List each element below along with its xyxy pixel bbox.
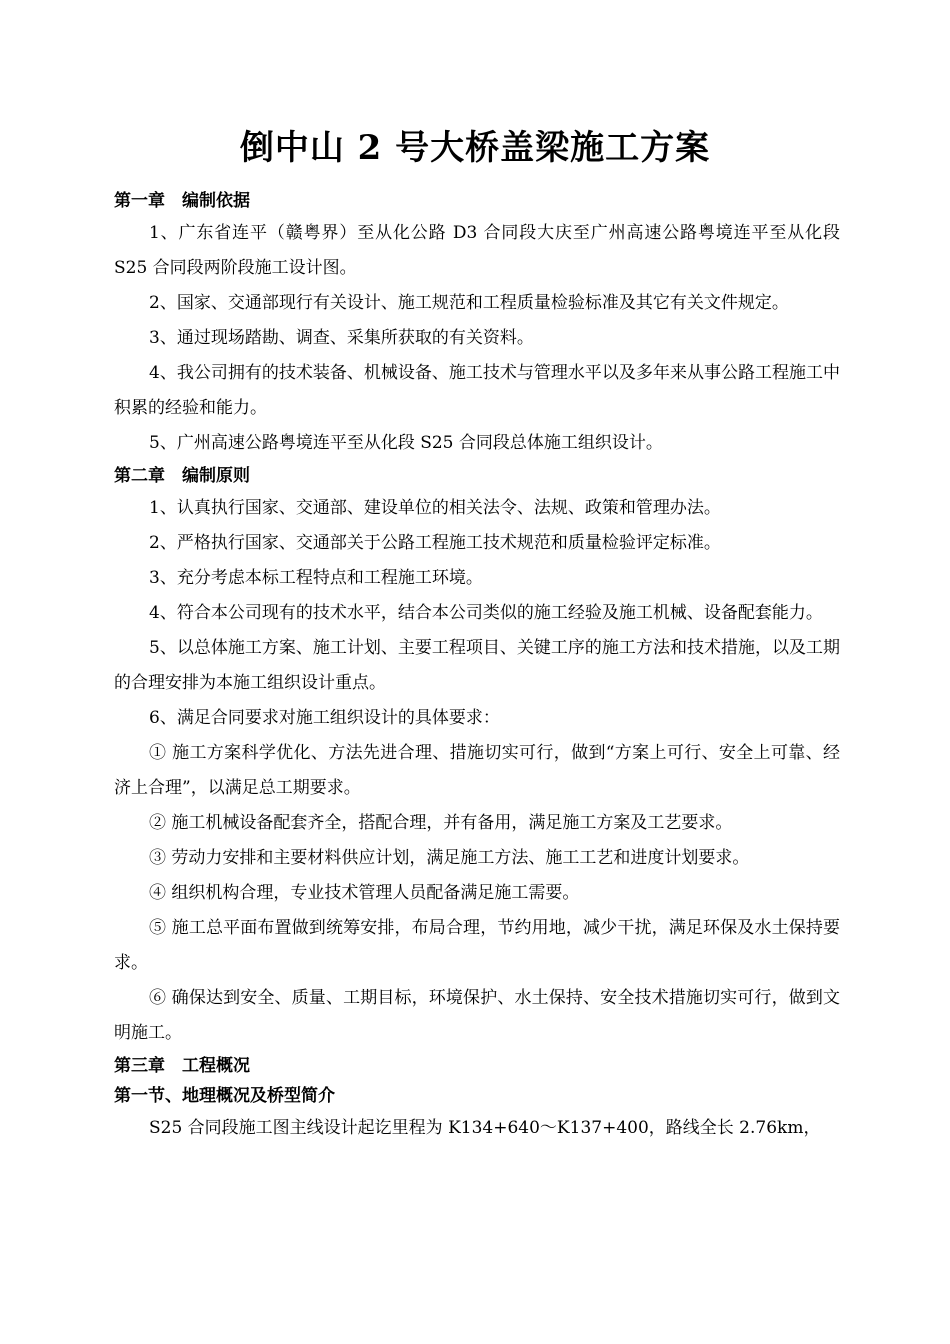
chapter-2-item-3: 3、充分考虑本标工程特点和工程施工环境。 [149,568,483,588]
chapter-1-item-2: 2、国家、交通部现行有关设计、施工规范和工程质量检验标准及其它有关文件规定。 [149,293,789,313]
chapter-1-item-5: 5、广州高速公路粤境连平至从化段 S25 合同段总体施工组织设计。 [149,433,663,453]
chapter-1-item-1: 1、广东省连平（赣粤界）至从化公路 D3 合同段大庆至广州高速公路粤境连平至从化段 S25 合同段两阶段施工设计图。 [114,223,840,278]
chapter-1-item-3: 3、通过现场踏勘、调查、采集所获取的有关资料。 [149,328,534,348]
requirement-3: ③ 劳动力安排和主要材料供应计划，满足施工方法、施工工艺和进度计划要求。 [149,848,750,868]
requirement-5: ⑤ 施工总平面布置做到统筹安排，布局合理，节约用地，减少干扰，满足环保及水土保持要求。 [114,918,840,973]
chapter-2-item-2: 2、严格执行国家、交通部关于公路工程施工技术规范和质量检验评定标准。 [149,533,721,553]
chapter-1-heading: 第一章 编制依据 [114,191,250,211]
section-1-heading: 第一节、地理概况及桥型简介 [114,1086,335,1106]
document-body [114,186,840,1146]
chapter-1-item-4: 4、我公司拥有的技术装备、机械设备、施工技术与管理水平以及多年来从事公路工程施工中积累的经验和能力。 [114,363,840,418]
requirement-1: ① 施工方案科学优化、方法先进合理、措施切实可行，做到“方案上可行、安全上可靠、经济上合理”，以满足总工期要求。 [114,743,840,798]
requirement-6: ⑥ 确保达到安全、质量、工期目标，环境保护、水土保持、安全技术措施切实可行，做到文明施工。 [114,988,840,1043]
chapter-2-item-5: 5、以总体施工方案、施工计划、主要工程项目、关键工序的施工方法和技术措施，以及工期的合理安排为本施工组织设计重点。 [114,638,840,693]
requirement-4: ④ 组织机构合理，专业技术管理人员配备满足施工需要。 [149,883,580,903]
chapter-2-heading: 第二章 编制原则 [114,466,250,486]
section-1-text: S25 合同段施工图主线设计起讫里程为 K134+640～K137+400，路线全长 2.76km， [149,1118,821,1138]
chapter-2-item-4: 4、符合本公司现有的技术水平，结合本公司类似的施工经验及施工机械、设备配套能力。 [149,603,823,623]
chapter-3-heading: 第三章 工程概况 [114,1056,250,1076]
chapter-2-item-6: 6、满足合同要求对施工组织设计的具体要求： [149,708,500,728]
document-title: 倒中山 2 号大桥盖梁施工方案 [239,128,711,168]
chapter-2-item-1: 1、认真执行国家、交通部、建设单位的相关法令、法规、政策和管理办法。 [149,498,721,518]
requirement-2: ② 施工机械设备配套齐全，搭配合理，并有备用，满足施工方案及工艺要求。 [149,813,733,833]
